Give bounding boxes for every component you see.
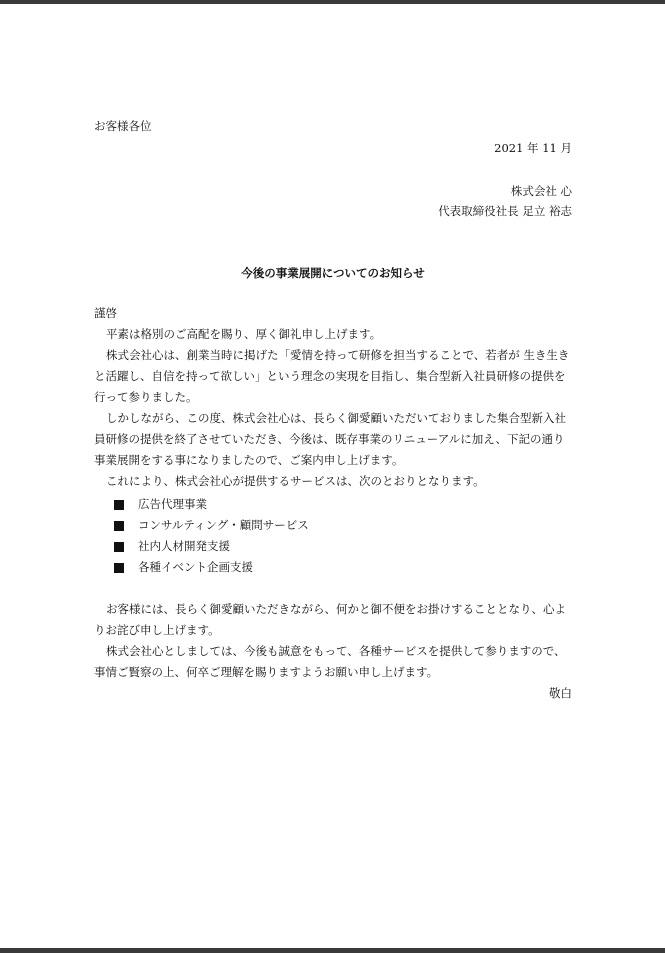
- sender-representative: 代表取締役社長 足立 裕志: [438, 204, 572, 218]
- paragraph: 株式会社心は、創業当時に掲げた「愛情を持って研修を担当することで、若者が 生き生きと活躍し、自信を持って欲しい」という理念の実現を目指し、集合型新入社員研修の提供を行って参りました。: [94, 348, 570, 404]
- service-item: [114, 536, 572, 557]
- services-list: [114, 494, 572, 578]
- bottom-border: [0, 948, 665, 953]
- closing-paragraph: 株式会社心としましては、今後も誠意をもって、各種サービスを提供して参りますので、事情ご賢察の上、何卒ご理解を賜りますようお願い申し上げます。: [94, 644, 566, 679]
- document-body: [94, 116, 572, 704]
- sender-company: 株式会社 心: [510, 184, 572, 198]
- spacer: [94, 578, 572, 599]
- service-item: [114, 557, 572, 578]
- service-label: コンサルティング・顧問サービス: [138, 518, 309, 532]
- service-item: [114, 515, 572, 536]
- recipient: お客様各位: [94, 119, 152, 133]
- closing-paragraph: お客様には、長らく御愛顧いただきながら、何かと御不便をお掛けすることとなり、心よりお詫び申し上げます。: [94, 602, 566, 637]
- square-bullet-icon: [114, 563, 124, 573]
- paragraph: しかしながら、この度、株式会社心は、長らく御愛顧いただいておりました集合型新入社員研修の提供を終了させていただき、今後は、既存事業のリニューアルに加え、下記の通り事業展開をする事になりましたので、ご案内申し上げます。: [94, 411, 566, 467]
- paragraph: 平素は格別のご高配を賜り、厚く御礼申し上げます。: [106, 327, 382, 341]
- square-bullet-icon: [114, 500, 124, 510]
- paragraph: これにより、株式会社心が提供するサービスは、次のとおりとなります。: [106, 474, 485, 488]
- document-title: 今後の事業展開についてのお知らせ: [241, 266, 425, 280]
- date: 2021 年 11 月: [494, 141, 572, 155]
- greeting: 謹啓: [94, 306, 117, 320]
- top-border: [0, 0, 665, 4]
- closing-word: 敬白: [549, 686, 572, 700]
- square-bullet-icon: [114, 521, 124, 531]
- service-label: 社内人材開発支援: [138, 539, 230, 553]
- service-item: [114, 494, 572, 515]
- sender-block: [94, 181, 572, 221]
- square-bullet-icon: [114, 542, 124, 552]
- service-label: 広告代理事業: [138, 497, 207, 511]
- service-label: 各種イベント企画支援: [138, 560, 253, 574]
